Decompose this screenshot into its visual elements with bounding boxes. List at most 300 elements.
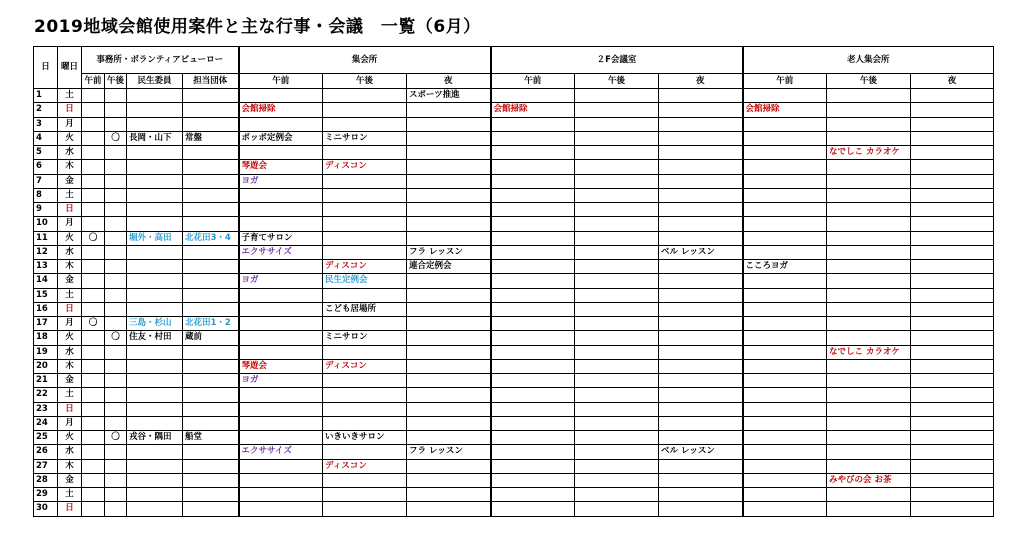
cell-elderly-pm bbox=[827, 174, 911, 188]
cell-elderly-night bbox=[911, 302, 994, 316]
cell-hall-pm: ディスコン bbox=[323, 359, 407, 373]
cell-elderly-pm bbox=[827, 160, 911, 174]
weekday: 水 bbox=[58, 245, 82, 259]
cell-office-am bbox=[82, 174, 105, 188]
cell-elderly-night bbox=[911, 416, 994, 430]
cell-tantou: 常盤 bbox=[183, 131, 239, 145]
cell-room2f-night bbox=[659, 431, 743, 445]
cell-room2f-pm bbox=[575, 502, 659, 516]
cell-room2f-pm bbox=[575, 131, 659, 145]
cell-elderly-night bbox=[911, 459, 994, 473]
table-row bbox=[34, 445, 994, 459]
cell-tantou bbox=[183, 345, 239, 359]
cell-room2f-am bbox=[491, 203, 575, 217]
cell-hall-pm: こども居場所 bbox=[323, 302, 407, 316]
cell-hall-am bbox=[239, 146, 323, 160]
cell-hall-night bbox=[407, 359, 491, 373]
cell-hall-am bbox=[239, 260, 323, 274]
cell-elderly-am bbox=[743, 402, 827, 416]
cell-minsei bbox=[127, 117, 183, 131]
cell-room2f-pm bbox=[575, 231, 659, 245]
cell-hall-am bbox=[239, 188, 323, 202]
cell-hall-night bbox=[407, 345, 491, 359]
table-row bbox=[34, 317, 994, 331]
header-hall-am: 午前 bbox=[239, 74, 323, 89]
cell-hall-night bbox=[407, 288, 491, 302]
cell-minsei bbox=[127, 416, 183, 430]
cell-hall-pm bbox=[323, 317, 407, 331]
cell-office-am bbox=[82, 260, 105, 274]
cell-elderly-pm bbox=[827, 416, 911, 430]
cell-elderly-night bbox=[911, 317, 994, 331]
cell-tantou: 船堂 bbox=[183, 431, 239, 445]
cell-elderly-am bbox=[743, 359, 827, 373]
cell-room2f-am bbox=[491, 473, 575, 487]
cell-elderly-pm bbox=[827, 331, 911, 345]
cell-hall-pm bbox=[323, 188, 407, 202]
cell-elderly-pm bbox=[827, 317, 911, 331]
cell-office-pm: 〇 bbox=[105, 331, 127, 345]
weekday: 日 bbox=[58, 502, 82, 516]
cell-tantou bbox=[183, 473, 239, 487]
cell-office-pm bbox=[105, 146, 127, 160]
cell-office-pm bbox=[105, 502, 127, 516]
header-room2f-pm: 午後 bbox=[575, 74, 659, 89]
cell-office-pm bbox=[105, 473, 127, 487]
cell-elderly-night bbox=[911, 288, 994, 302]
cell-office-pm bbox=[105, 416, 127, 430]
cell-hall-pm bbox=[323, 388, 407, 402]
cell-elderly-night bbox=[911, 502, 994, 516]
cell-hall-am: 琴遊会 bbox=[239, 160, 323, 174]
cell-minsei bbox=[127, 374, 183, 388]
cell-hall-night bbox=[407, 431, 491, 445]
cell-office-pm bbox=[105, 174, 127, 188]
weekday: 木 bbox=[58, 160, 82, 174]
cell-room2f-am bbox=[491, 488, 575, 502]
cell-minsei bbox=[127, 89, 183, 103]
day-number: 9 bbox=[34, 203, 58, 217]
day-number: 15 bbox=[34, 288, 58, 302]
cell-room2f-pm bbox=[575, 388, 659, 402]
day-number: 8 bbox=[34, 188, 58, 202]
cell-office-am bbox=[82, 488, 105, 502]
cell-hall-night bbox=[407, 459, 491, 473]
cell-hall-pm bbox=[323, 374, 407, 388]
cell-hall-am: エクササイズ bbox=[239, 445, 323, 459]
cell-hall-pm bbox=[323, 103, 407, 117]
cell-tantou bbox=[183, 274, 239, 288]
cell-elderly-am bbox=[743, 174, 827, 188]
cell-hall-pm: ディスコン bbox=[323, 160, 407, 174]
cell-room2f-am bbox=[491, 345, 575, 359]
cell-elderly-pm bbox=[827, 131, 911, 145]
cell-tantou bbox=[183, 89, 239, 103]
weekday: 水 bbox=[58, 445, 82, 459]
weekday: 金 bbox=[58, 274, 82, 288]
cell-hall-night bbox=[407, 160, 491, 174]
cell-hall-am bbox=[239, 345, 323, 359]
cell-hall-night bbox=[407, 488, 491, 502]
cell-office-pm bbox=[105, 89, 127, 103]
cell-elderly-am bbox=[743, 331, 827, 345]
cell-room2f-night bbox=[659, 146, 743, 160]
table-row bbox=[34, 288, 994, 302]
cell-elderly-night bbox=[911, 231, 994, 245]
cell-tantou bbox=[183, 374, 239, 388]
cell-room2f-night bbox=[659, 402, 743, 416]
cell-room2f-pm bbox=[575, 203, 659, 217]
cell-room2f-am: 会館掃除 bbox=[491, 103, 575, 117]
cell-room2f-pm bbox=[575, 103, 659, 117]
table-row bbox=[34, 174, 994, 188]
cell-hall-pm: ミニサロン bbox=[323, 131, 407, 145]
cell-room2f-night: ベル レッスン bbox=[659, 445, 743, 459]
cell-elderly-am bbox=[743, 245, 827, 259]
cell-room2f-night bbox=[659, 188, 743, 202]
cell-elderly-am bbox=[743, 317, 827, 331]
cell-minsei bbox=[127, 445, 183, 459]
cell-minsei bbox=[127, 459, 183, 473]
table-row bbox=[34, 331, 994, 345]
cell-tantou bbox=[183, 217, 239, 231]
cell-hall-am: ヨガ bbox=[239, 174, 323, 188]
cell-elderly-pm bbox=[827, 217, 911, 231]
header-room2f: ２F会議室 bbox=[491, 47, 743, 74]
cell-minsei: 長岡・山下 bbox=[127, 131, 183, 145]
cell-room2f-night bbox=[659, 89, 743, 103]
table-row bbox=[34, 160, 994, 174]
cell-hall-night bbox=[407, 131, 491, 145]
weekday: 金 bbox=[58, 174, 82, 188]
table-row bbox=[34, 359, 994, 373]
cell-hall-night bbox=[407, 174, 491, 188]
day-number: 7 bbox=[34, 174, 58, 188]
cell-hall-pm: 民生定例会 bbox=[323, 274, 407, 288]
cell-minsei bbox=[127, 359, 183, 373]
cell-room2f-am bbox=[491, 245, 575, 259]
cell-tantou bbox=[183, 203, 239, 217]
cell-hall-night bbox=[407, 231, 491, 245]
cell-elderly-night bbox=[911, 473, 994, 487]
cell-hall-am bbox=[239, 473, 323, 487]
header-hall: 集会所 bbox=[239, 47, 491, 74]
cell-hall-night bbox=[407, 217, 491, 231]
cell-office-am bbox=[82, 103, 105, 117]
cell-room2f-am bbox=[491, 374, 575, 388]
table-row bbox=[34, 231, 994, 245]
cell-room2f-pm bbox=[575, 345, 659, 359]
weekday: 月 bbox=[58, 117, 82, 131]
weekday: 木 bbox=[58, 260, 82, 274]
cell-hall-am bbox=[239, 488, 323, 502]
cell-hall-night bbox=[407, 103, 491, 117]
weekday: 火 bbox=[58, 331, 82, 345]
cell-room2f-am bbox=[491, 359, 575, 373]
cell-elderly-pm: なでしこ カラオケ bbox=[827, 345, 911, 359]
cell-minsei bbox=[127, 302, 183, 316]
cell-hall-night bbox=[407, 402, 491, 416]
cell-hall-pm bbox=[323, 174, 407, 188]
cell-elderly-am bbox=[743, 131, 827, 145]
cell-elderly-pm bbox=[827, 231, 911, 245]
cell-elderly-night bbox=[911, 245, 994, 259]
day-number: 14 bbox=[34, 274, 58, 288]
cell-hall-am bbox=[239, 288, 323, 302]
cell-office-am bbox=[82, 402, 105, 416]
cell-hall-night bbox=[407, 388, 491, 402]
day-number: 21 bbox=[34, 374, 58, 388]
cell-elderly-pm bbox=[827, 203, 911, 217]
cell-hall-night bbox=[407, 188, 491, 202]
cell-elderly-night bbox=[911, 274, 994, 288]
cell-elderly-am bbox=[743, 89, 827, 103]
header-elderly-pm: 午後 bbox=[827, 74, 911, 89]
day-number: 19 bbox=[34, 345, 58, 359]
cell-room2f-night bbox=[659, 502, 743, 516]
cell-room2f-am bbox=[491, 274, 575, 288]
cell-office-am bbox=[82, 374, 105, 388]
cell-room2f-am bbox=[491, 502, 575, 516]
cell-room2f-am bbox=[491, 331, 575, 345]
cell-elderly-am bbox=[743, 302, 827, 316]
cell-elderly-night bbox=[911, 146, 994, 160]
cell-elderly-night bbox=[911, 488, 994, 502]
cell-elderly-am bbox=[743, 274, 827, 288]
cell-hall-pm bbox=[323, 217, 407, 231]
cell-hall-pm bbox=[323, 502, 407, 516]
cell-tantou bbox=[183, 416, 239, 430]
cell-office-am: 〇 bbox=[82, 317, 105, 331]
header-weekday: 曜日 bbox=[58, 47, 82, 89]
cell-elderly-pm bbox=[827, 302, 911, 316]
cell-hall-night bbox=[407, 274, 491, 288]
cell-elderly-am bbox=[743, 445, 827, 459]
cell-room2f-pm bbox=[575, 274, 659, 288]
header-row-1 bbox=[34, 47, 994, 74]
cell-elderly-am bbox=[743, 345, 827, 359]
cell-office-am bbox=[82, 146, 105, 160]
cell-hall-pm bbox=[323, 203, 407, 217]
day-number: 17 bbox=[34, 317, 58, 331]
cell-minsei bbox=[127, 274, 183, 288]
cell-office-am bbox=[82, 445, 105, 459]
header-room2f-am: 午前 bbox=[491, 74, 575, 89]
cell-office-am bbox=[82, 117, 105, 131]
cell-hall-am bbox=[239, 317, 323, 331]
cell-office-am bbox=[82, 203, 105, 217]
cell-room2f-am bbox=[491, 416, 575, 430]
cell-tantou bbox=[183, 502, 239, 516]
cell-tantou bbox=[183, 445, 239, 459]
cell-minsei bbox=[127, 188, 183, 202]
cell-elderly-night bbox=[911, 203, 994, 217]
day-number: 2 bbox=[34, 103, 58, 117]
cell-elderly-pm: なでしこ カラオケ bbox=[827, 146, 911, 160]
cell-tantou: 蔵前 bbox=[183, 331, 239, 345]
cell-elderly-pm bbox=[827, 245, 911, 259]
header-hall-night: 夜 bbox=[407, 74, 491, 89]
day-number: 27 bbox=[34, 459, 58, 473]
day-number: 20 bbox=[34, 359, 58, 373]
cell-room2f-pm bbox=[575, 245, 659, 259]
cell-minsei bbox=[127, 160, 183, 174]
cell-hall-pm: ディスコン bbox=[323, 459, 407, 473]
cell-tantou bbox=[183, 260, 239, 274]
cell-elderly-night bbox=[911, 402, 994, 416]
table-row bbox=[34, 117, 994, 131]
cell-room2f-pm bbox=[575, 302, 659, 316]
header-room2f-night: 夜 bbox=[659, 74, 743, 89]
cell-office-pm bbox=[105, 245, 127, 259]
cell-elderly-pm bbox=[827, 359, 911, 373]
table-row bbox=[34, 131, 994, 145]
cell-hall-night bbox=[407, 203, 491, 217]
cell-hall-am bbox=[239, 502, 323, 516]
cell-elderly-am bbox=[743, 473, 827, 487]
cell-hall-pm bbox=[323, 117, 407, 131]
cell-office-am bbox=[82, 131, 105, 145]
cell-room2f-night bbox=[659, 117, 743, 131]
weekday: 木 bbox=[58, 359, 82, 373]
cell-hall-night bbox=[407, 416, 491, 430]
weekday: 水 bbox=[58, 146, 82, 160]
day-number: 10 bbox=[34, 217, 58, 231]
cell-minsei bbox=[127, 260, 183, 274]
header-row-2 bbox=[34, 74, 994, 89]
cell-room2f-pm bbox=[575, 402, 659, 416]
cell-minsei: 三島・杉山 bbox=[127, 317, 183, 331]
table-row bbox=[34, 416, 994, 430]
cell-elderly-pm bbox=[827, 117, 911, 131]
cell-elderly-night bbox=[911, 174, 994, 188]
cell-minsei bbox=[127, 174, 183, 188]
cell-room2f-am bbox=[491, 288, 575, 302]
header-tantou: 担当団体 bbox=[183, 74, 239, 89]
weekday: 月 bbox=[58, 217, 82, 231]
cell-elderly-am bbox=[743, 416, 827, 430]
cell-hall-am: ヨガ bbox=[239, 374, 323, 388]
cell-hall-night bbox=[407, 117, 491, 131]
cell-room2f-night bbox=[659, 488, 743, 502]
cell-room2f-am bbox=[491, 317, 575, 331]
cell-elderly-pm bbox=[827, 188, 911, 202]
cell-office-pm: 〇 bbox=[105, 431, 127, 445]
cell-room2f-pm bbox=[575, 473, 659, 487]
cell-hall-am: エクササイズ bbox=[239, 245, 323, 259]
cell-hall-pm bbox=[323, 89, 407, 103]
cell-tantou bbox=[183, 288, 239, 302]
cell-tantou bbox=[183, 302, 239, 316]
cell-hall-pm bbox=[323, 473, 407, 487]
cell-elderly-am bbox=[743, 117, 827, 131]
cell-office-pm bbox=[105, 402, 127, 416]
cell-hall-night bbox=[407, 374, 491, 388]
cell-minsei bbox=[127, 203, 183, 217]
cell-room2f-am bbox=[491, 459, 575, 473]
cell-room2f-night bbox=[659, 203, 743, 217]
weekday: 日 bbox=[58, 402, 82, 416]
day-number: 5 bbox=[34, 146, 58, 160]
cell-minsei bbox=[127, 288, 183, 302]
cell-room2f-pm bbox=[575, 488, 659, 502]
header-elderly-night: 夜 bbox=[911, 74, 994, 89]
cell-office-am bbox=[82, 89, 105, 103]
weekday: 日 bbox=[58, 103, 82, 117]
cell-room2f-night bbox=[659, 160, 743, 174]
cell-hall-pm bbox=[323, 345, 407, 359]
day-number: 4 bbox=[34, 131, 58, 145]
cell-room2f-pm bbox=[575, 288, 659, 302]
cell-room2f-night bbox=[659, 231, 743, 245]
cell-hall-night bbox=[407, 502, 491, 516]
cell-room2f-pm bbox=[575, 459, 659, 473]
weekday: 土 bbox=[58, 488, 82, 502]
cell-minsei bbox=[127, 146, 183, 160]
cell-elderly-pm bbox=[827, 459, 911, 473]
day-number: 1 bbox=[34, 89, 58, 103]
cell-elderly-am bbox=[743, 231, 827, 245]
cell-room2f-pm bbox=[575, 445, 659, 459]
cell-office-pm bbox=[105, 459, 127, 473]
cell-hall-night: 連合定例会 bbox=[407, 260, 491, 274]
cell-hall-pm bbox=[323, 231, 407, 245]
cell-office-pm bbox=[105, 359, 127, 373]
table-row bbox=[34, 502, 994, 516]
cell-hall-night: フラ レッスン bbox=[407, 445, 491, 459]
day-number: 16 bbox=[34, 302, 58, 316]
cell-room2f-night: ベル レッスン bbox=[659, 245, 743, 259]
header-day: 日 bbox=[34, 47, 58, 89]
cell-office-pm bbox=[105, 445, 127, 459]
cell-hall-am bbox=[239, 117, 323, 131]
weekday: 土 bbox=[58, 388, 82, 402]
cell-hall-pm bbox=[323, 416, 407, 430]
cell-hall-am bbox=[239, 402, 323, 416]
table-row bbox=[34, 103, 994, 117]
day-number: 30 bbox=[34, 502, 58, 516]
cell-room2f-night bbox=[659, 459, 743, 473]
cell-elderly-pm bbox=[827, 374, 911, 388]
weekday: 金 bbox=[58, 473, 82, 487]
cell-elderly-am bbox=[743, 459, 827, 473]
cell-elderly-pm: みやびの会 お茶 bbox=[827, 473, 911, 487]
cell-room2f-am bbox=[491, 431, 575, 445]
page-title: 2019地域会館使用案件と主な行事・会議 一覧（6月） bbox=[34, 17, 481, 37]
cell-room2f-am bbox=[491, 174, 575, 188]
cell-elderly-pm bbox=[827, 288, 911, 302]
cell-elderly-night bbox=[911, 89, 994, 103]
cell-room2f-night bbox=[659, 302, 743, 316]
cell-room2f-pm bbox=[575, 359, 659, 373]
cell-room2f-night bbox=[659, 217, 743, 231]
cell-hall-night bbox=[407, 473, 491, 487]
weekday: 火 bbox=[58, 231, 82, 245]
cell-minsei bbox=[127, 217, 183, 231]
cell-office-pm bbox=[105, 288, 127, 302]
cell-room2f-night bbox=[659, 317, 743, 331]
cell-hall-pm bbox=[323, 402, 407, 416]
cell-room2f-night bbox=[659, 359, 743, 373]
cell-room2f-night bbox=[659, 473, 743, 487]
cell-elderly-pm bbox=[827, 431, 911, 445]
cell-room2f-am bbox=[491, 217, 575, 231]
cell-elderly-night bbox=[911, 160, 994, 174]
cell-elderly-am bbox=[743, 188, 827, 202]
cell-elderly-am bbox=[743, 488, 827, 502]
cell-room2f-pm bbox=[575, 317, 659, 331]
weekday: 火 bbox=[58, 431, 82, 445]
